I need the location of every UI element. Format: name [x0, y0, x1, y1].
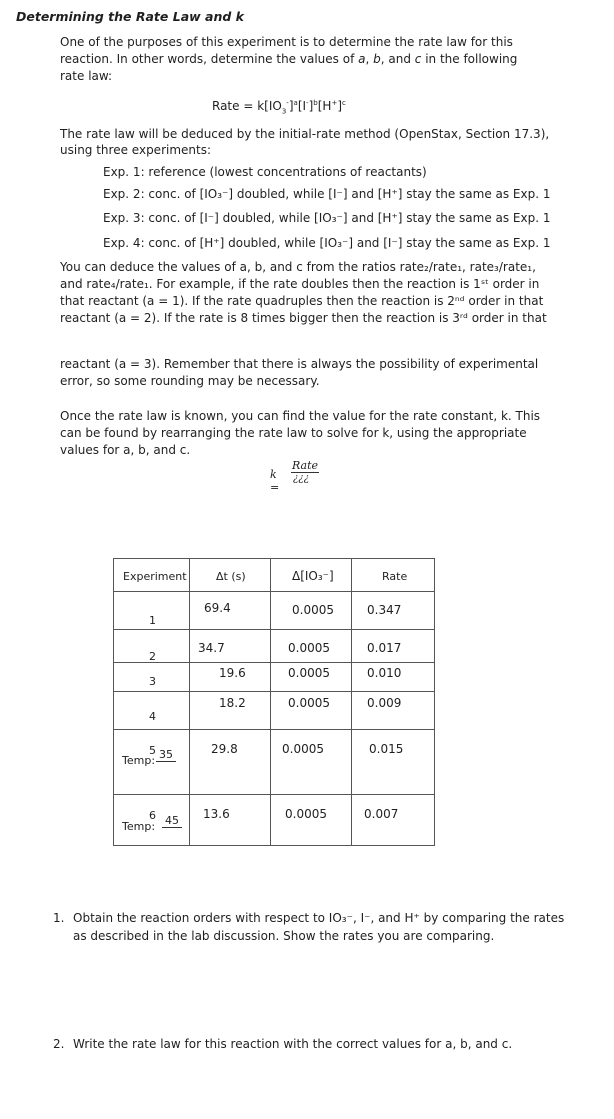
rate-constant-line-2: can be found by rearranging the rate law to solve for k, using the appropriate	[60, 426, 527, 440]
cell-exp: 6 Temp: 45	[114, 795, 190, 846]
cell-rate: 0.007	[352, 795, 435, 846]
cell-conc: 0.0005	[271, 795, 352, 846]
cell-exp: 5 Temp: 35	[114, 730, 190, 795]
cell-dt: 29.8	[190, 730, 271, 795]
temp-label: Temp:	[122, 754, 156, 767]
temp-value: 35	[156, 748, 176, 762]
experiment-item-1: Exp. 1: reference (lowest concentrations of reactants)	[103, 165, 427, 179]
temp-label: Temp:	[122, 820, 156, 833]
cell-conc: 0.0005	[271, 692, 352, 730]
deduce-line-5: reactant (a = 3). Remember that there is always the possibility of experimental	[60, 357, 539, 371]
intro-line-3: rate law:	[60, 69, 113, 83]
deduce-line-6: error, so some rounding may be necessary.	[60, 374, 320, 388]
cell-exp: 4	[114, 692, 190, 730]
table-row	[114, 592, 435, 630]
cell-rate: 0.015	[352, 730, 435, 795]
header-delta-conc: Δ[IO₃⁻]	[271, 559, 352, 592]
table-row	[114, 692, 435, 730]
experiment-item-3: Exp. 3: conc. of [I⁻] doubled, while [IO₃⁻] and [H⁺] stay the same as Exp. 1	[103, 211, 551, 225]
table-row	[114, 630, 435, 663]
rate-constant-line-1: Once the rate law is known, you can find the value for the rate constant, k. This	[60, 409, 541, 423]
question-2-line-1: Write the rate law for this reaction with the correct values for a, b, and c.	[73, 1037, 513, 1051]
cell-dt: 69.4	[190, 592, 271, 630]
cell-conc: 0.0005	[271, 663, 352, 692]
header-delta-t: Δt (s)	[190, 559, 271, 592]
intro-line-1: One of the purposes of this experiment is to determine the rate law for this	[60, 35, 513, 49]
method-line-1: The rate law will be deduced by the initial-rate method (OpenStax, Section 17.3),	[60, 127, 550, 141]
experiment-item-4: Exp. 4: conc. of [H⁺] doubled, while [IO₃⁻] and [I⁻] stay the same as Exp. 1	[103, 236, 551, 250]
cell-rate: 0.017	[352, 630, 435, 663]
cell-conc: 0.0005	[271, 592, 352, 630]
cell-dt: 13.6	[190, 795, 271, 846]
question-1-line-1: Obtain the reaction orders with respect to IO₃⁻, I⁻, and H⁺ by comparing the rates	[73, 911, 565, 925]
table-row	[114, 795, 435, 846]
cell-dt: 18.2	[190, 692, 271, 730]
cell-dt: 34.7	[190, 630, 271, 663]
experiment-item-2: Exp. 2: conc. of [IO₃⁻] doubled, while [I⁻] and [H⁺] stay the same as Exp. 1	[103, 187, 551, 201]
cell-rate: 0.009	[352, 692, 435, 730]
section-heading: Determining the Rate Law and k	[16, 9, 244, 24]
deduce-line-4: reactant (a = 2). If the rate is 8 times bigger then the reaction is 3ʳᵈ order in that	[60, 311, 547, 325]
cell-exp: 3	[114, 663, 190, 692]
deduce-line-1: You can deduce the values of a, b, and c from the ratios rate₂/rate₁, rate₃/rate₁,	[60, 260, 536, 274]
cell-exp: 1	[114, 592, 190, 630]
cell-rate: 0.347	[352, 592, 435, 630]
cell-rate: 0.010	[352, 663, 435, 692]
rate-law-equation: Rate = $k[IO_3^-]^a[I^-]^b[H^+]^c$	[212, 99, 346, 116]
temp-value: 45	[162, 814, 182, 828]
deduce-line-3: that reactant (a = 1). If the rate quadruples then the reaction is 2ⁿᵈ order in that	[60, 294, 544, 308]
deduce-line-2: and rate₄/rate₁. For example, if the rate doubles then the reaction is 1ˢᵗ order in	[60, 277, 540, 291]
table-row	[114, 730, 435, 795]
cell-dt: 19.6	[190, 663, 271, 692]
question-1-line-2: as described in the lab discussion. Show the rates you are comparing.	[73, 929, 495, 943]
rate-constant-line-3: values for a, b, and c.	[60, 443, 191, 457]
question-1-number: 1.	[53, 911, 65, 925]
cell-conc: 0.0005	[271, 730, 352, 795]
table-row	[114, 663, 435, 692]
cell-conc: 0.0005	[271, 630, 352, 663]
table-header-row	[114, 559, 435, 592]
header-rate: Rate	[352, 559, 435, 592]
header-experiment: Experiment	[114, 559, 190, 592]
question-2-number: 2.	[53, 1037, 65, 1051]
intro-line-2: reaction. In other words, determine the values of a, b, and c in the following	[60, 52, 518, 66]
method-line-2: using three experiments:	[60, 143, 212, 157]
data-table	[113, 558, 435, 846]
cell-exp: 2	[114, 630, 190, 663]
